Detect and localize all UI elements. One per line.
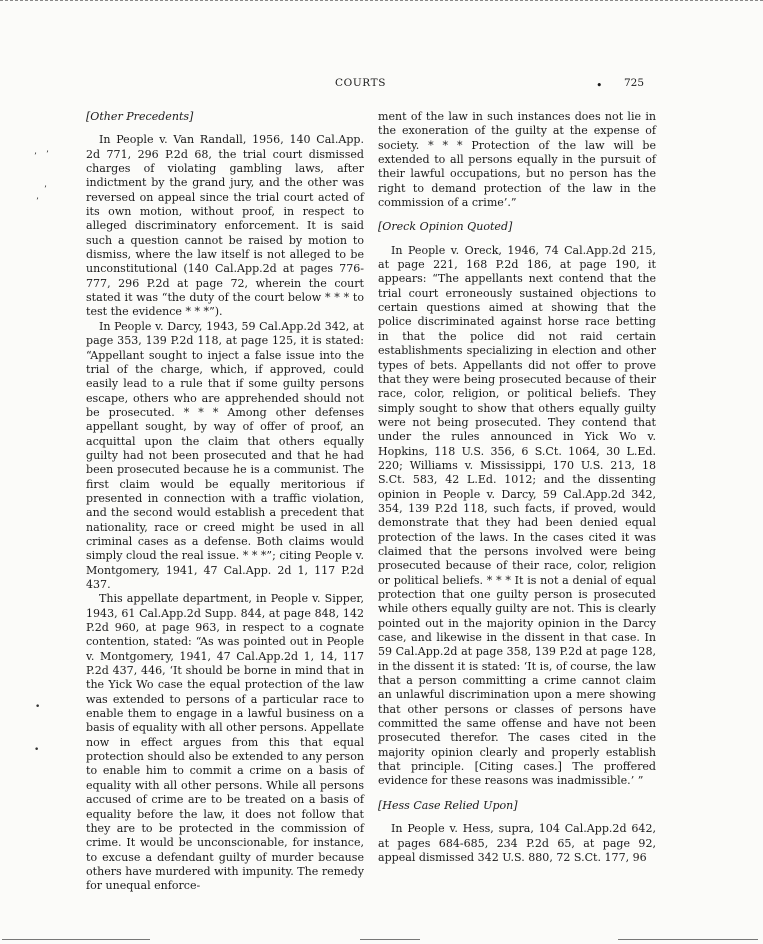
left-column <box>86 110 364 894</box>
scan-speck: • <box>34 745 40 755</box>
scan-speck: • <box>35 702 41 712</box>
body-paragraph: In People v. Hess, supra, 104 Cal.App.2d 642, at pages 684-685, 234 P.2d 65, at page 92, appeal dismissed 342 U.S. 880, 72 S.Ct. 177, 96 <box>378 822 656 864</box>
section-heading: [Oreck Opinion Quoted] <box>378 220 513 234</box>
continued-paragraph: ment of the law in such instances does not lie in the exoneration of the guilty at the expense of society. * * * Protection of the law will be extended to all persons equally in the pursuit of their lawful occupations, but no person has the right to demand protection of the law in the commission of a crime’.” <box>378 110 656 210</box>
scan-speck: ’ <box>46 150 49 160</box>
bottom-rule <box>2 939 150 940</box>
bottom-rule <box>618 939 758 940</box>
body-paragraph: This appellate department, in People v. Sipper, 1943, 61 Cal.App.2d Supp. 844, at page 848, 142 P.2d 960, at page 963, in respect to a cognate contention, stated: “As was pointed out in People v. Montgomery, 1941, 47 Cal.App.2d 1, 14, 117 P.2d 437, 446, ‘It should be borne in mind that in the Yick Wo case the equal protection of the law was extended to persons of a particular race to enable them to engage in a lawful business on a basis of equality with all other persons. Appellate now in effect argues from this that equal protection should also be extended to any person to enable him to commit a crime on a basis of equality with all other persons. While all persons accused of crime are to be treated on a basis of equality before the law, it does not follow that they are to be protected in the commission of crime. It would be unconscionable, for instance, to excuse a defendant guilty of murder because others have murdered with impunity. The remedy for unequal enforce- <box>86 592 364 893</box>
section-heading: [Hess Case Relied Upon] <box>378 798 518 812</box>
scan-speck: ’ <box>36 197 39 207</box>
scan-speck: ’ <box>34 152 37 162</box>
right-column <box>378 110 656 865</box>
page-number: 725 <box>624 77 645 89</box>
section-heading: [Other Precedents] <box>86 110 194 123</box>
body-paragraph: In People v. Darcy, 1943, 59 Cal.App.2d 342, at page 353, 139 P.2d 118, at page 125, it is stated: “Appellant sought to inject a false issue into the trial of the charge, which, if approved, could easily lead to a rule that if some guilty persons escape, others who are apprehended should not be prosecuted. * * * Among other defenses appellant sought, by way of offer of proof, an acquittal upon the claim that others equally guilty had not been prosecuted and that he had been prosecuted because he is a communist. The first claim would be equally meritorious if presented in connection with a traffic violation, and the second would establish a precedent that nationality, race or creed might be used in all criminal cases as a defense. Both claims would simply cloud the real issue. * * *”; citing People v. Montgomery, 1941, 47 Cal.App. 2d 1, 117 P.2d 437. <box>86 319 364 591</box>
body-paragraph: In People v. Van Randall, 1956, 140 Cal.App. 2d 771, 296 P.2d 68, the trial court dismissed charges of violating gambling laws, after indictment by the grand jury, and the other was reversed on appeal since the trial court acted of its own motion, without proof, in respect to alleged discriminatory enforcement. It is said such a question cannot be raised by motion to dismiss, where the law itself is not alleged to be unconstitutional (140 Cal.App.2d at pages 776-777, 296 P.2d at page 72, wherein the court stated it was “the duty of the court below * * * to test the evidence * * *”). <box>86 133 364 319</box>
body-paragraph: In People v. Oreck, 1946, 74 Cal.App.2d 215, at page 221, 168 P.2d 186, at page 190, it appears: “The appellants next contend that the trial court erroneously sustained objections to certain questions aimed at showing that the police discriminated against horse race betting in that the police did not raid certain establishments specializing in election and other types of bets. Appellants did not offer to prove that they were being prosecuted because of their race, color, religion, or political beliefs. They simply sought to show that others equally guilty were not being prosecuted. They contend that under the rules announced in Yick Wo v. Hopkins, 118 U.S. 356, 6 S.Ct. 1064, 30 L.Ed. 220; Williams v. Mississippi, 170 U.S. 213, 18 S.Ct. 583, 42 L.Ed. 1012; and the dissenting opinion in People v. Darcy, 59 Cal.App.2d 342, 354, 139 P.2d 118, such facts, if proved, would demonstrate that they had been denied equal protection of the laws. In the cases cited it was claimed that the persons involved were being prosecuted because of their race, color, religion or political beliefs. * * * It is not a denial of equal protection that one guilty person is prosecuted while others equally guilty are not. This is clearly pointed out in the majority opinion in the Darcy case, and likewise in the dissent in that case. In 59 Cal.App.2d at page 358, 139 P.2d at page 128, in the dissent it is stated: ‘It is, of course, the law that a person committing a crime cannot claim an unlawful discrimination upon a mere showing that other persons or classes of persons have committed the same offense and have not been prosecuted therefor. The cases cited in the majority opinion clearly and properly establish that principle. [Citing cases.] The proffered evidence for these reasons was inadmissible.’ ” <box>378 243 656 788</box>
scan-speck: ’ <box>44 185 47 195</box>
bottom-rule <box>360 939 420 940</box>
top-edge-rule <box>0 0 763 1</box>
running-head <box>0 77 763 93</box>
header-separator: • <box>596 79 603 92</box>
page-title: COURTS <box>335 77 387 89</box>
